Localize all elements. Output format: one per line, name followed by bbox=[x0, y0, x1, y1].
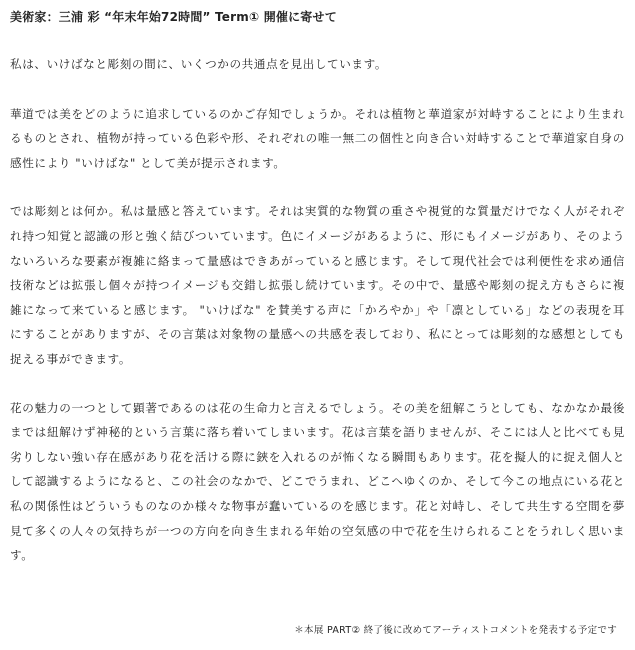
page-title: 美術家：三浦 彩 “年末年始72時間” Term① 開催に寄せて bbox=[10, 10, 337, 24]
paragraph-kado: 華道では美をどのように追求しているのかご存知でしょうか。それは植物と華道家が対峙することにより生まれるものとされ、植物が持っている色彩や形、それぞれの唯一無二の個性と向き合い対峙することで華道家自身の感性により "いけばな" として美が提示されます。 bbox=[10, 106, 625, 170]
paragraph-sculpture: では彫刻とは何か。私は量感と答えています。それは実質的な物質の重さや視覚的な質量だけでなく人がそれぞれ持つ知覚と認識の形と強く結びついています。色にイメージがあるように、形にもイメージがあり、そのようないろいろな要素が複雑に絡まって量感はできあがっていると感じます。そして現代社会では利便性を求め通信技術などは拡張し個々が持つイメージも交錯し拡張し続けています。その中で、量感や彫刻の捉え方もさらに複雑になって来ていると感じます。 "いけばな" を賛美する声に「かろやか」や「凛としている」などの表現を耳にすることがありますが、その言葉は対象物の量感への共感を表しており、私にとっては彫刻的な感想としても捉える事ができます。 bbox=[10, 204, 625, 366]
footnote: ＊本展 PART② 終了後に改めてアーティストコメントを発表する予定です bbox=[294, 625, 617, 636]
paragraph-intro: 私は、いけばなと彫刻の間に、いくつかの共通点を見出しています。 bbox=[10, 57, 388, 71]
paragraph-flower: 花の魅力の一つとして顕著であるのは花の生命力と言えるでしょう。その美を紐解こうとしても、なかなか最後までは紐解けず神秘的という言葉に落ち着いてしまいます。花は言葉を語りませんが、そこには人と比べても見劣りしない強い存在感があり花を活ける際に鋏を入れるのが怖くなる瞬間もあります。花を擬人的に捉え個人として認識するようになると、この社会のなかで、どこでうまれ、どこへゆくのか、そして今この地点にいる花と私の関係性はどういうものなのか様々な物事が蠢いているのを感じます。花と対峙し、そして共生する空間を夢見て多くの人々の気持ちが一つの方向を向き生まれる年始の空気感の中で花を生けられることをうれしく思います。 bbox=[10, 400, 625, 563]
